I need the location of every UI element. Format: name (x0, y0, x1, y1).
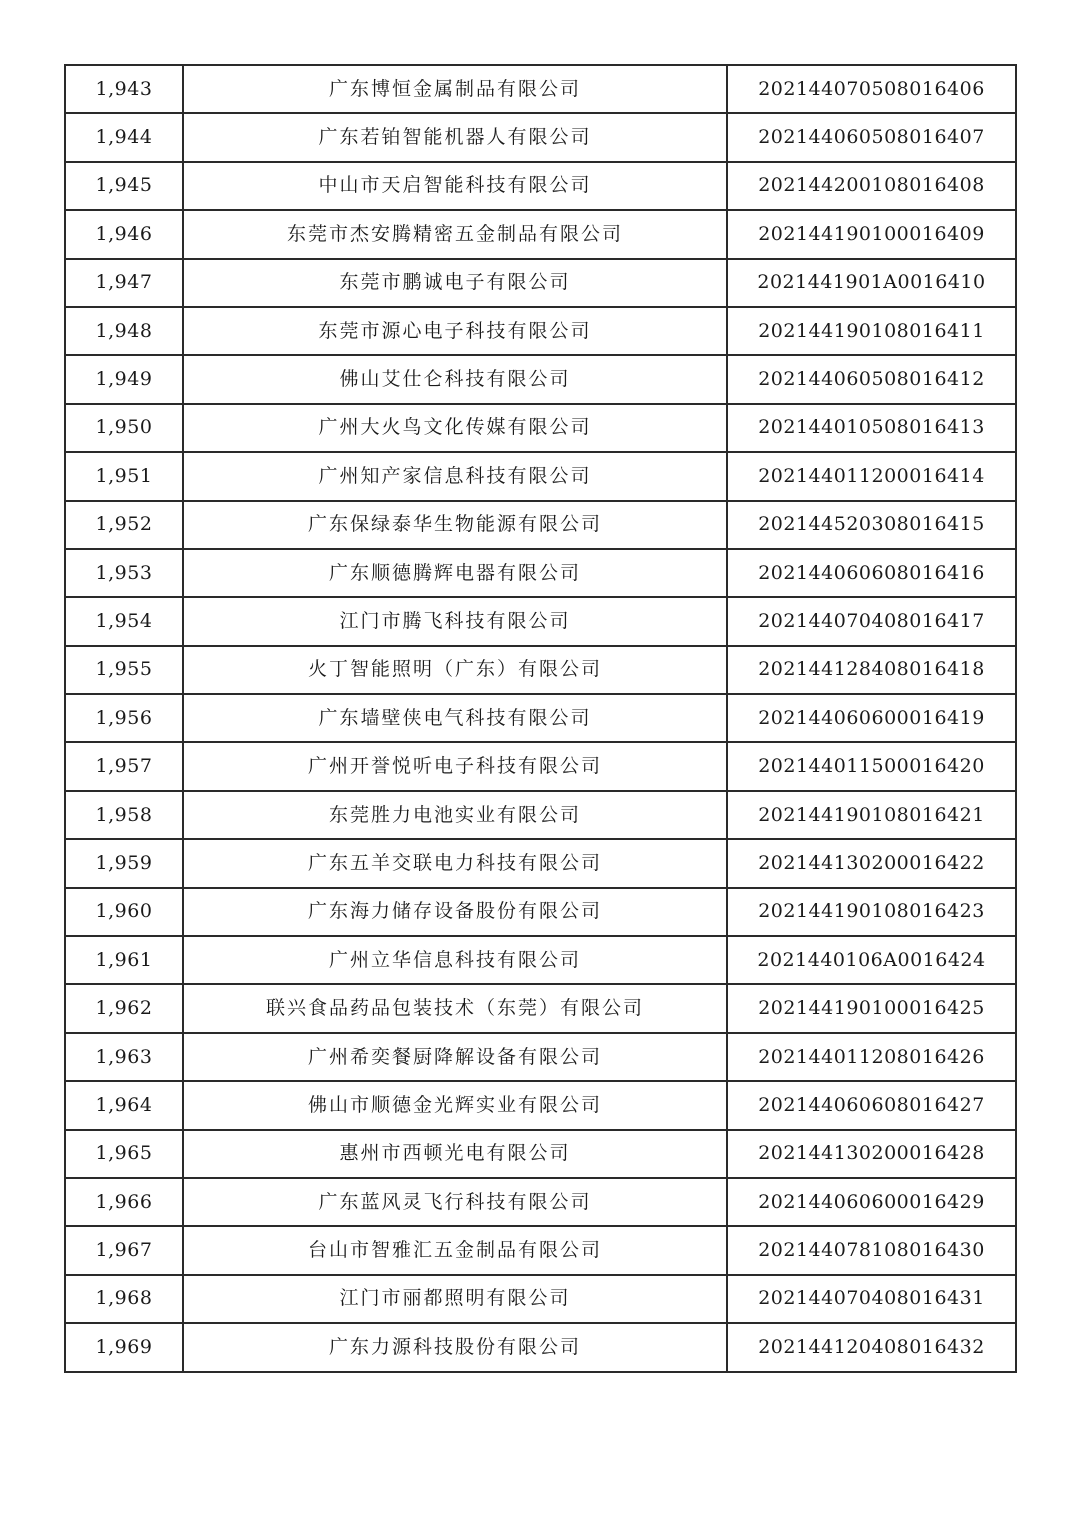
company-name: 广东五羊交联电力科技有限公司 (183, 839, 727, 887)
row-number: 1,968 (65, 1275, 183, 1323)
registration-code: 2021440106A0016424 (727, 936, 1016, 984)
company-name: 台山市智雅汇五金制品有限公司 (183, 1226, 727, 1274)
company-name: 佛山艾仕仑科技有限公司 (183, 355, 727, 403)
company-name: 惠州市西顿光电有限公司 (183, 1130, 727, 1178)
registration-code: 202144128408016418 (727, 646, 1016, 694)
registration-code: 202144060600016429 (727, 1178, 1016, 1226)
table-row (65, 839, 1016, 887)
row-number: 1,964 (65, 1081, 183, 1129)
table-row (65, 1033, 1016, 1081)
row-number: 1,943 (65, 65, 183, 113)
row-number: 1,958 (65, 791, 183, 839)
row-number: 1,952 (65, 501, 183, 549)
row-number: 1,956 (65, 694, 183, 742)
registration-code: 202144011208016426 (727, 1033, 1016, 1081)
table-row (65, 162, 1016, 210)
registration-code: 202144070408016431 (727, 1275, 1016, 1323)
table-row (65, 1275, 1016, 1323)
registration-code: 202144190100016409 (727, 210, 1016, 258)
table-row (65, 1178, 1016, 1226)
row-number: 1,960 (65, 888, 183, 936)
registration-code: 202144130200016422 (727, 839, 1016, 887)
table-row (65, 210, 1016, 258)
registration-code: 202144060608016416 (727, 549, 1016, 597)
registration-code: 202144190108016421 (727, 791, 1016, 839)
registration-code: 202144078108016430 (727, 1226, 1016, 1274)
table-row (65, 549, 1016, 597)
table-row (65, 742, 1016, 790)
row-number: 1,951 (65, 452, 183, 500)
row-number: 1,955 (65, 646, 183, 694)
row-number: 1,967 (65, 1226, 183, 1274)
row-number: 1,949 (65, 355, 183, 403)
company-list-table (64, 64, 1017, 1373)
registration-code: 202144060508016412 (727, 355, 1016, 403)
table-row (65, 791, 1016, 839)
company-name: 东莞市源心电子科技有限公司 (183, 307, 727, 355)
table-row (65, 404, 1016, 452)
row-number: 1,947 (65, 259, 183, 307)
table-row (65, 1130, 1016, 1178)
company-name: 广东力源科技股份有限公司 (183, 1323, 727, 1371)
table-row (65, 936, 1016, 984)
registration-code: 202144200108016408 (727, 162, 1016, 210)
company-name: 广州大火鸟文化传媒有限公司 (183, 404, 727, 452)
registration-code: 202144060508016407 (727, 113, 1016, 161)
table-row (65, 452, 1016, 500)
company-name: 中山市天启智能科技有限公司 (183, 162, 727, 210)
registration-code: 202144011200016414 (727, 452, 1016, 500)
company-name: 广州希奕餐厨降解设备有限公司 (183, 1033, 727, 1081)
table-row (65, 597, 1016, 645)
row-number: 1,946 (65, 210, 183, 258)
company-name: 广东蓝风灵飞行科技有限公司 (183, 1178, 727, 1226)
row-number: 1,944 (65, 113, 183, 161)
row-number: 1,953 (65, 549, 183, 597)
table-body (65, 65, 1016, 1372)
registration-code: 202144070508016406 (727, 65, 1016, 113)
company-name: 东莞胜力电池实业有限公司 (183, 791, 727, 839)
table-row (65, 984, 1016, 1032)
company-name: 广东海力储存设备股份有限公司 (183, 888, 727, 936)
company-name: 广东若铂智能机器人有限公司 (183, 113, 727, 161)
company-name: 广东博恒金属制品有限公司 (183, 65, 727, 113)
registration-code: 202144070408016417 (727, 597, 1016, 645)
table-row (65, 113, 1016, 161)
table-row (65, 501, 1016, 549)
table-row (65, 355, 1016, 403)
company-name: 东莞市鹏诚电子有限公司 (183, 259, 727, 307)
company-name: 广州知产家信息科技有限公司 (183, 452, 727, 500)
company-name: 广东墙壁侠电气科技有限公司 (183, 694, 727, 742)
registration-code: 202144011500016420 (727, 742, 1016, 790)
row-number: 1,945 (65, 162, 183, 210)
company-name: 联兴食品药品包装技术（东莞）有限公司 (183, 984, 727, 1032)
row-number: 1,959 (65, 839, 183, 887)
registration-code: 202144120408016432 (727, 1323, 1016, 1371)
row-number: 1,961 (65, 936, 183, 984)
table-row (65, 694, 1016, 742)
table-row (65, 646, 1016, 694)
registration-code: 202144060600016419 (727, 694, 1016, 742)
company-name: 佛山市顺德金光辉实业有限公司 (183, 1081, 727, 1129)
row-number: 1,950 (65, 404, 183, 452)
company-name: 广州立华信息科技有限公司 (183, 936, 727, 984)
table-row (65, 259, 1016, 307)
row-number: 1,957 (65, 742, 183, 790)
table-row (65, 307, 1016, 355)
company-name: 东莞市杰安腾精密五金制品有限公司 (183, 210, 727, 258)
table-row (65, 888, 1016, 936)
registration-code: 202144010508016413 (727, 404, 1016, 452)
row-number: 1,966 (65, 1178, 183, 1226)
row-number: 1,948 (65, 307, 183, 355)
registration-code: 202144130200016428 (727, 1130, 1016, 1178)
row-number: 1,969 (65, 1323, 183, 1371)
company-name: 广东保绿泰华生物能源有限公司 (183, 501, 727, 549)
row-number: 1,963 (65, 1033, 183, 1081)
company-name: 火丁智能照明（广东）有限公司 (183, 646, 727, 694)
row-number: 1,954 (65, 597, 183, 645)
registration-code: 2021441901A0016410 (727, 259, 1016, 307)
table-row (65, 1081, 1016, 1129)
row-number: 1,962 (65, 984, 183, 1032)
company-name: 江门市丽都照明有限公司 (183, 1275, 727, 1323)
registration-code: 202144060608016427 (727, 1081, 1016, 1129)
company-name: 江门市腾飞科技有限公司 (183, 597, 727, 645)
company-name: 广东顺德腾辉电器有限公司 (183, 549, 727, 597)
company-name: 广州开誉悦听电子科技有限公司 (183, 742, 727, 790)
registration-code: 202144190108016423 (727, 888, 1016, 936)
table-row (65, 65, 1016, 113)
table-row (65, 1226, 1016, 1274)
table-row (65, 1323, 1016, 1371)
registration-code: 202144190100016425 (727, 984, 1016, 1032)
registration-code: 202144190108016411 (727, 307, 1016, 355)
registration-code: 202144520308016415 (727, 501, 1016, 549)
row-number: 1,965 (65, 1130, 183, 1178)
